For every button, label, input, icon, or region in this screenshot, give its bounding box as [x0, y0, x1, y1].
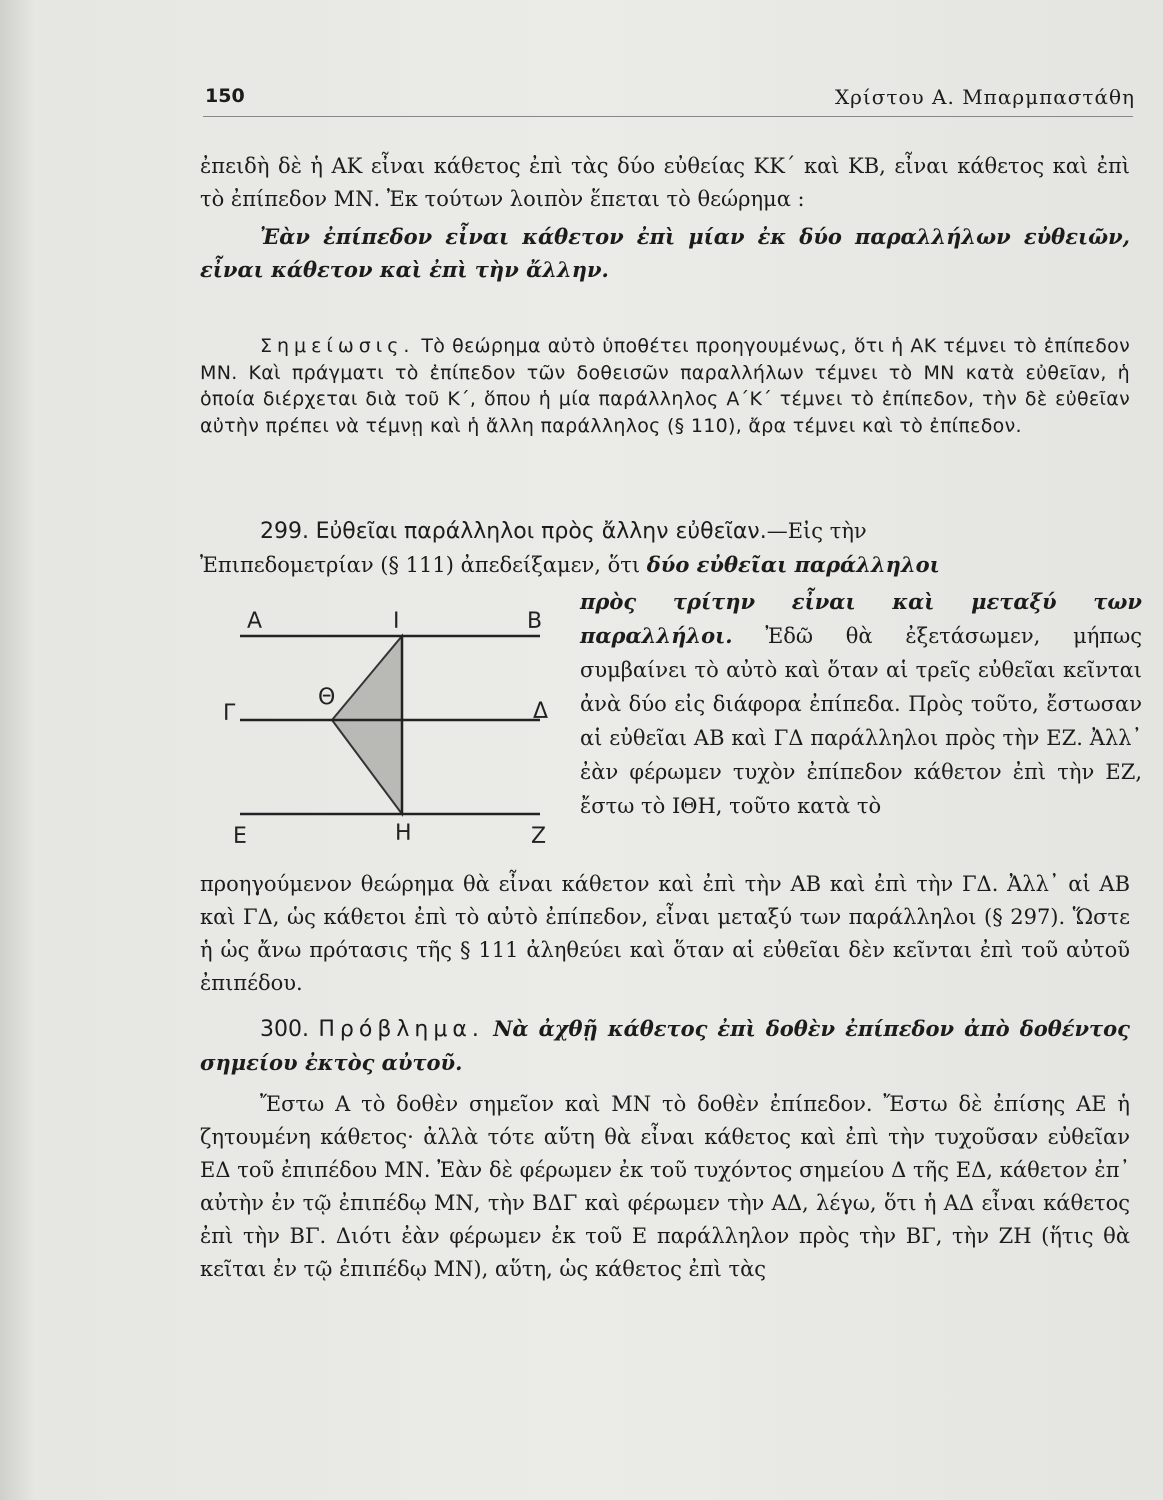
label-E: Ε: [233, 824, 247, 849]
wrap-text: Ἐδῶ θὰ ἐξετάσωμεν, μήπως συμβαίνει τὸ αὐτὸ καὶ ὅταν αἱ τρεῖς εὐθεῖαι κεῖνται ἀνὰ δύο εἰς διάφορα ἐπίπεδα. Πρὸς τοῦτο, ἔστωσαν αἱ εὐθεῖαι ΑΒ καὶ ΓΔ παράλληλοι πρὸς τὴν ΕΖ. Ἀλλ᾽ ἐὰν φέρωμεν τυχὸν ἐπίπεδον κάθετον ἐπὶ τὴν ΕΖ, ἔστω τὸ ΙΘΗ, τοῦτο κατὰ τὸ: [580, 624, 1142, 818]
label-Theta: Θ: [318, 685, 336, 710]
section-300-number: 300.: [260, 1017, 309, 1042]
label-Gamma: Γ: [223, 701, 236, 726]
note-label: Σημείωσις.: [260, 335, 415, 357]
section-title: Εὐθεῖαι παράλληλοι πρὸς ἄλλην εὐθεῖαν.: [315, 519, 767, 544]
section-299-heading: [200, 515, 1130, 582]
paragraph-text: ἐπειδὴ δὲ ἡ ΑΚ εἶναι κάθετος ἐπὶ τὰς δύο εὐθείας ΚΚ΄ καὶ ΚΒ, εἶναι κάθετος καὶ ἐπὶ τὸ ἐπίπεδον ΜΝ. Ἐκ τούτων λοιπὸν ἕπεται τὸ θεώρημα :: [200, 154, 1130, 211]
problem-label: Πρόβλημα.: [318, 1017, 484, 1042]
running-head: Χρίστου Α. Μπαρμπαστάθη: [834, 85, 1135, 109]
label-Z: Ζ: [531, 824, 547, 849]
label-H: Η: [395, 821, 412, 846]
note-text: Τὸ θεώρημα αὐτὸ ὑποθέτει προηγουμένως, ὅτι ἡ ΑΚ τέμνει τὸ ἐπίπεδον ΜΝ. Καὶ πράγματι τὸ ἐπίπεδον τῶν δοθεισῶν παραλλήλων τέμνει τὸ ΜΝ κατὰ εὐθεῖαν, ἡ ὁποία διέρχεται διὰ τοῦ Κ΄, ὅπου ἡ μία παράλληλος Α΄Κ΄ τέμνει τὸ ἐπίπεδον, τὴν δὲ εὐθεῖαν αὐτὴν πρέπει νὰ τέμνῃ καὶ ἡ ἄλλη παράλληλος (§ 110), ἄρα τέμνει καὶ τὸ ἐπίπεδον.: [200, 335, 1131, 438]
section-number: 299.: [260, 519, 309, 544]
label-I: Ι: [393, 609, 400, 634]
section-line2: Ἐπιπεδομετρίαν (§ 111) ἀπεδείξαμεν, ὅτι: [200, 553, 647, 577]
section-299-conclusion: [200, 868, 1130, 1000]
conclusion-text: προηγούμενον θεώρημα θὰ εἶναι κάθετον καὶ ἐπὶ τὴν ΑΒ καὶ ἐπὶ τὴν ΓΔ. Ἀλλ᾽ αἱ ΑΒ καὶ ΓΔ, ὡς κάθετοι ἐπὶ τὸ αὐτὸ ἐπίπεδον, εἶναι μεταξύ των παράλληλοι (§ 297). Ὥστε ἡ ὡς ἄνω πρότασις τῆς § 111 ἀληθεύει καὶ ὅταν αἱ εὐθεῖαι δὲν κεῖνται ἐπὶ τοῦ αὐτοῦ ἐπιπέδου.: [200, 872, 1130, 995]
triangle-plane-IThetaH: [332, 636, 402, 814]
problem-text: Ἔστω Α τὸ δοθὲν σημεῖον καὶ ΜΝ τὸ δοθὲν ἐπίπεδον. Ἔστω δὲ ἐπίσης ΑΕ ἡ ζητουμένη κάθετος· ἀλλὰ τότε αὕτη θὰ εἶναι κάθετος καὶ ἐπὶ τὴν τυχοῦσαν εὐθεῖαν ΕΔ τοῦ ἐπιπέδου ΜΝ. Ἐὰν δὲ φέρωμεν ἐκ τοῦ τυχόντος σημείου Δ τῆς ΕΔ, κάθετον ἐπ᾽ αὐτὴν ἐν τῷ ἐπιπέδῳ ΜΝ, τὴν ΒΔΓ καὶ φέρωμεν τὴν ΑΔ, λέγω, ὅτι ἡ ΑΔ εἶναι κάθετος ἐπὶ τὴν ΒΓ. Διότι ἐὰν φέρωμεν ἐκ τοῦ Ε παράλληλον πρὸς τὴν ΒΓ, τὴν ΖΗ (ἥτις θὰ κεῖται ἐν τῷ ἐπιπέδῳ ΜΝ), αὕτη, ὡς κάθετος ἐπὶ τὰς: [200, 1092, 1130, 1281]
continuation-paragraph: [200, 150, 1130, 286]
geometry-figure: [215, 600, 560, 855]
section-300: [200, 1012, 1130, 1286]
theorem-statement: Ἐὰν ἐπίπεδον εἶναι κάθετον ἐπὶ μίαν ἐκ δύο παραλλήλων εὐθειῶν, εἶναι κάθετον καὶ ἐπὶ τὴν ἄλλην.: [200, 224, 1130, 282]
section-emphasis: δύο εὐθεῖαι παράλληλοι: [646, 552, 940, 577]
label-B: Β: [527, 609, 543, 634]
page-header: [205, 85, 1135, 115]
label-A: Α: [247, 609, 263, 634]
section-line-rest: —Εἰς τὴν: [766, 519, 867, 543]
page-number: 150: [205, 85, 245, 107]
note-paragraph: [200, 333, 1130, 440]
figure-side-text: [580, 585, 1142, 823]
label-Delta: Δ: [533, 699, 549, 724]
wrap-emphasis: πρὸς τρίτην εἶναι καὶ μεταξύ των παραλλήλοι.: [580, 589, 1142, 648]
problem-title: Νὰ ἀχθῇ κάθετος ἐπὶ δοθὲν ἐπίπεδον ἀπὸ δοθέντος σημείου ἐκτὸς αὐτοῦ.: [200, 1016, 1130, 1075]
header-rule: [203, 116, 1133, 117]
